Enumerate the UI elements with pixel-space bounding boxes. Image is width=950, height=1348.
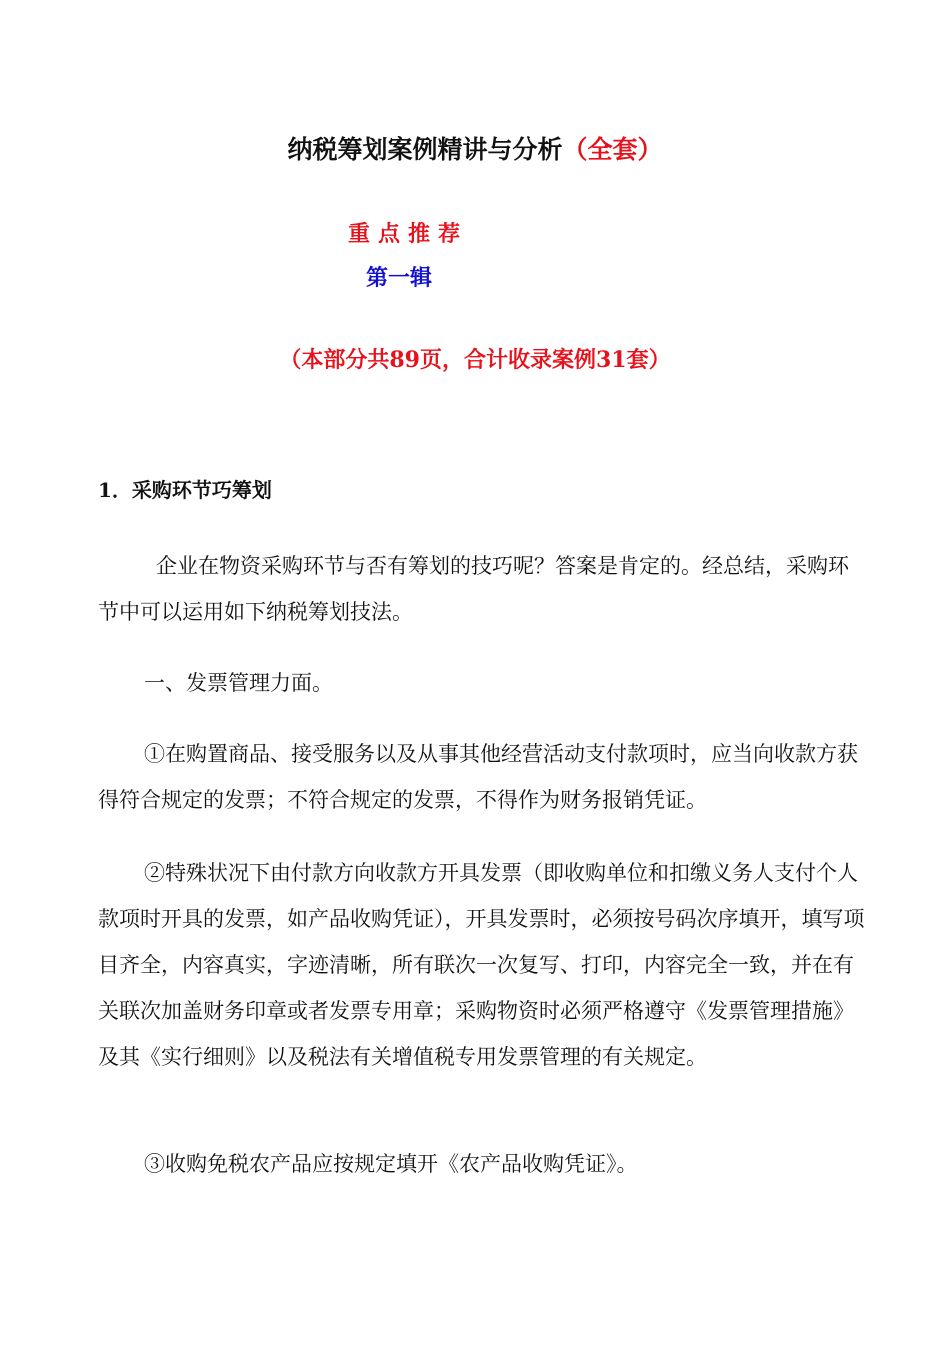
paragraph-subheading: 一、发票管理力面。 bbox=[144, 671, 333, 695]
paragraph-intro: 企业在物资采购环节与否有筹划的技巧呢？答案是肯定的。经总结，采购环节中可以运用如下纳税筹划技法。 bbox=[98, 554, 849, 624]
document-title bbox=[0, 132, 950, 168]
paragraph-item-1: ①在购置商品、接受服务以及从事其他经营活动支付款项时，应当向收款方获得符合规定的发票；不符合规定的发票，不得作为财务报销凭证。 bbox=[98, 742, 858, 812]
title-suffix: （全套） bbox=[562, 135, 663, 164]
paragraph-item-2: ②特殊状况下由付款方向收款方开具发票（即收购单位和扣缴义务人支付个人款项时开具的发票，如产品收购凭证），开具发票时，必须按号码次序填开，填写项目齐全，内容真实，字迹清晰，所有联次一次复写、打印，内容完全一致，并在有关联次加盖财务印章或者发票专用章；采购物资时必须严格遵守《发票管理措施》及其《实行细则》以及税法有关增值税专用发票管理的有关规定。 bbox=[98, 861, 865, 1069]
title-main: 纳税筹划案例精讲与分析 bbox=[287, 135, 563, 164]
volume-label: 第一辑 bbox=[366, 265, 433, 291]
section-heading: 1．采购环节巧筹划 bbox=[98, 478, 272, 502]
featured-label: 重点推荐 bbox=[348, 221, 469, 247]
summary-note: （本部分共89页，合计收录案例31套） bbox=[279, 347, 671, 373]
paragraph-item-3: ③收购免税农产品应按规定填开《农产品收购凭证》。 bbox=[144, 1152, 638, 1176]
